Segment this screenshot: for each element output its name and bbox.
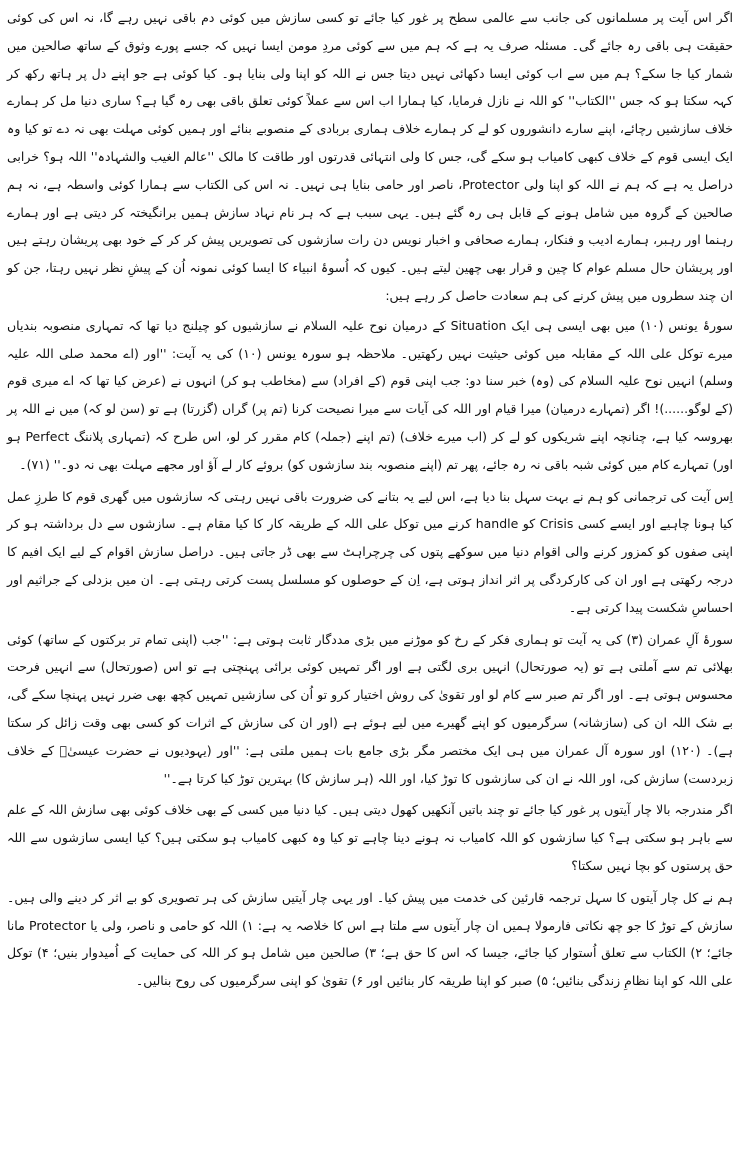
paragraph-four-verses: اگر مندرجہ بالا چار آیتوں پر غور کیا جائے تو چند باتیں آنکھیں کھول دیتی ہیں۔ کیا دنیا میں کسی کے بھی خلاف کوئی بھی سازش اللہ کے علم سے باہر ہو سکتی ہے؟ کیا سازشوں کو اللہ کامیاب نہ ہونے دینا چاہے تو کیا وہ کبھی کامیاب ہو سکتی ہیں؟ کیا ایسی سازشوں سے اللہ حق پرستوں کو بچا نہیں سکتا؟ bbox=[7, 802, 733, 873]
paragraph-translation-note: اِس آیت کی ترجمانی کو ہم نے بہت سہل بنا دیا ہے، اس لیے یہ بتانے کی ضرورت باقی نہیں رہتی کہ سازشوں میں گھری قوم کا طرزِ عمل کیا ہونا چاہیے اور ایسے کسی Crisis کو handle کرنے میں توکل علی اللہ کے طریقہ کار کا کیا مقام ہے۔ سازشوں سے دل برداشتہ ہو کر اپنی صفوں کو کمزور کرنے والی اقوام دنیا میں سوکھے پتوں کی چرچراہٹ سے بھی ڈر جاتی ہیں۔ دراصل سازش اقوام کے لیے ایک افیم کا درجہ رکھتی ہے اور ان کی کارکردگی پر اثر انداز ہوتی ہے، اِن کے حوصلوں کو مسلسل پست کرتی رہتی ہے۔ ان میں بزدلی کے جراثیم اور احساسِ شکست پیدا کرتی ہے۔ bbox=[7, 488, 733, 615]
paragraph-six-point-formula: ہم نے کل چار آیتوں کا سہل ترجمہ قارئین کی خدمت میں پیش کیا۔ اور یہی چار آیتیں سازش کی ہر تصویری کو بے اثر کر دینے والی ہیں۔ سازش کے توڑ کا جو چھ نکاتی فارمولا ہمیں ان چار آیتوں سے ملتا ہے اس کا خلاصہ یہ ہے: ۱) اللہ کو حامی و ناصر، ولی یا Protector مانا جائے؛ ۲) الکتاب سے تعلق اُستوار کیا جائے، جیسا کہ اس کا حق ہے؛ ۳) صالحین میں شامل ہو کر اللہ کی حمایت کے اُمیدوار بنیں؛ ۴) توکل علی اللہ کو اپنا نظامِ زندگی بنائیں؛ ۵) صبر کو اپنا طریقہ کار بنائیں اور ۶) تقویٰ کو اپنی سرگرمیوں کی روح بنالیں۔ bbox=[7, 889, 734, 989]
paragraph-intro: اگر اس آیت پر مسلمانوں کی جانب سے عالمی سطح پر غور کیا جائے تو کسی سازش میں کوئی دم باقی نہیں رہے گا، نہ اس کی کوئی حقیقت ہی باقی رہ جائے گی۔ مسئلہ صرف یہ ہے کہ ہم میں سے کوئی مردِ مومن ایسا نہیں کہ جسے پورے وثوق کے ساتھ صالحین میں شمار کیا جا سکے؟ ہم میں سے اب کوئی ایسا دکھائی نہیں دیتا جس نے اللہ کو اپنا ولی بنایا ہو۔ کیا کوئی ہے جو اپنے دل پر ہاتھ رکھ کر کہہ سکتا ہو کہ جس ''الکتاب'' کو اللہ نے نازل فرمایا، کیا ہمارا اب اس سے عملاً کوئی تعلق باقی بھی رہ گیا ہے؟ ساری دنیا مل کر ہمارے خلاف سازشیں رچائے، اپنے سارے دانشوروں کو لے کر ہمارے خلاف ہماری بربادی کے منصوبے بنائے اور ہمیں کوئی مہلت بھی نہ دے تو کیا وہ ایک ایسی قوم کے خلاف کبھی کامیاب ہو سکے گی، جس کا ولی انتہائی قدرتوں اور طاقت کا مالک ''عالم الغیب والشہادہ'' اللہ ہو؟ خرابی دراصل یہ ہے کہ ہم نے اللہ کو اپنا ولی Protector، ناصر اور حامی بنایا ہی نہیں۔ نہ اس کی الکتاب سے ہمارا کوئی واسطہ ہے، نہ ہم صالحین کے گروہ میں شامل ہونے کے قابل ہی رہ گئے ہیں۔ یہی سبب ہے کہ ہر نام نہاد سازش ہمیں برانگیختہ کر دیتی ہے اور ہمارے رہنما اور رہبر، ہمارے ادیب و فنکار، ہمارے صحافی و اخبار نویس دن رات سازشوں کی تصویریں پیش کر کر کے خود بھی پریشان رہتے ہیں اور پریشان حال مسلم عوام کا چین و قرار بھی چھین لیتے ہیں۔ کیوں کہ اُسوۂ انبیاء کا ایسا کوئی نمونہ اُن کے پیشِ نظر نہیں رہتا، جن کو ان چند سطروں میں پیش کرنے کی ہم سعادت حاصل کر رہے ہیں: bbox=[7, 10, 734, 303]
paragraph-surah-yunus: سورۂ یونس (۱۰) میں بھی ایسی ہی ایک Situation کے درمیان نوح علیہ السلام نے سازشیوں کو چیلنج دیا تھا کہ تمہاری منصوبہ بندیاں میرے توکل علی اللہ کے مقابلہ میں کوئی حیثیت نہیں رکھتیں۔ ملاحظہ ہو سورہ یونس (۱۰) کی یہ آیت: ''اور (اے محمد صلی اللہ علیہ وسلم) انہیں نوح علیہ السلام کی (وہ) خبر سنا دو: جب اپنی قوم (کے افراد) سے (مخاطب ہو کر) انہوں نے (عرض کیا تھا کہ اے میری قوم (کے لوگو......)! اگر (تمہارے درمیان) میرا قیام اور اللہ کی آیات سے میرا نصیحت کرنا (تم پر) گراں (گزرتا) ہے تو (سن لو کہ) میں نے اللہ پر بھروسہ کیا ہے، چنانچہ اپنے شریکوں کو لے کر (اب میرے خلاف) (تم اپنے (جملہ) کام مقرر کر لو، اس طرح کہ (تمہاری پلاننگ Perfect ہو اور) تمہارے کام میں کوئی شبہ باقی نہ رہ جائے، پھر تم (اپنے منصوبہ بند سازشوں کو) بروئے کار لے آؤ اور مجھے مہلت بھی نہ دو۔'' (۷۱)۔ bbox=[7, 317, 734, 472]
paragraph-surah-al-imran: سورۂ آلِ عمران (۳) کی یہ آیت تو ہماری فکر کے رخ کو موڑنے میں بڑی مددگار ثابت ہوتی ہے: ''جب (اپنی تمام تر برکتوں کے ساتھ) کوئی بھلائی تم سے آملتی ہے تو (یہ صورتحال) انہیں بری لگتی ہے اور اگر تمہیں کوئی برائی پہنچتی ہے تو اس (صورتحال) سے انہیں فرحت محسوس ہوتی ہے۔ اور اگر تم صبر سے کام لو اور تقویٰ کی روش اختیار کرو تو اُن کی سازشیں تمہیں کچھ بھی ضرر نہیں پہنچا سکے گی، بے شک اللہ ان کی (سازشانہ) سرگرمیوں کو اپنے گھیرے میں لیے ہوئے ہے (اور ان کی سازش کے اثرات کو کسی بھی وقت زائل کر سکتا ہے)۔ (۱۲۰) اور سورہ آل عمران میں ہی ایک مختصر مگر بڑی جامع بات ہمیں ملتی ہے: ''اور (یہودیوں نے حضرت عیسیٰؑ کے خلاف زبردست) سازش کی، اور اللہ نے ان کی سازشوں کا توڑ کیا، اور اللہ (ہر سازش کا) بہترین توڑ کیا کرتا ہے۔'' bbox=[7, 631, 733, 786]
